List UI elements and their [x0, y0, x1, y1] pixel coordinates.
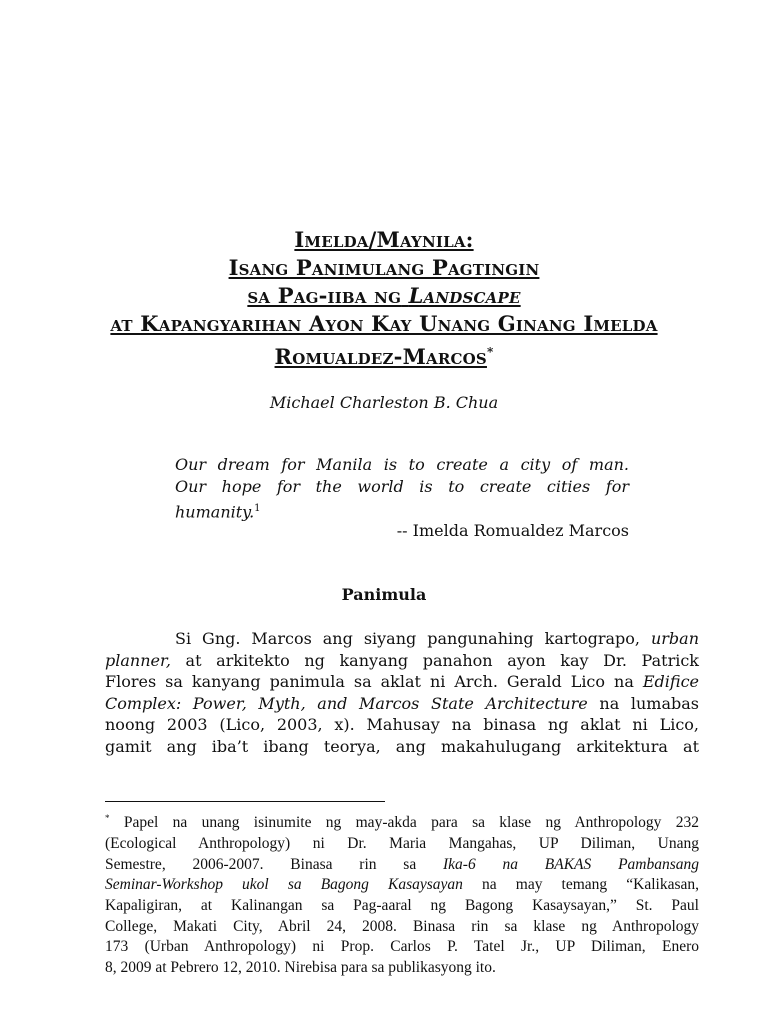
footnote-italic-3: Ika-6 na BAKAS Pambansang [443, 855, 700, 873]
body-text-1a: Si Gng. Marcos ang siyang pangunahing kartograpo, [175, 629, 640, 648]
footnote-line-1 [105, 808, 699, 834]
author-name: Michael Charleston B. Chua [269, 393, 499, 412]
body-italic-3: Edifice [642, 672, 700, 691]
epigraph-text-3: humanity. [175, 502, 255, 522]
title-italic-landscape: Landscape [408, 283, 521, 308]
footnote-divider [105, 801, 385, 802]
title-line-4 [60, 310, 708, 338]
epigraph-line-1: Our dream for Manila is to create a city of man. [175, 455, 629, 474]
body-text-2b: at arkitekto ng kanyang panahon ayon kay Dr. Patrick [185, 650, 699, 670]
body-line-1 [105, 628, 699, 650]
footnote-line-5: Kapaligiran, at Kalinangan sa Pag-aaral ng Bagong Kasaysayan,” St. Paul [105, 896, 699, 914]
footnote-line-7: 173 (Urban Anthropology) ni Prop. Carlos P. Tatel Jr., UP Diliman, Enero [105, 938, 699, 956]
title-text-1: Imelda/Maynila: [294, 227, 474, 252]
title-text-3: sa Pag-iiba ng [247, 283, 402, 308]
epigraph-line-2: Our hope for the world is to create cities for [175, 477, 629, 496]
footnote-text-3a: Semestre, 2006-2007. Binasa rin sa [105, 855, 417, 873]
body-italic-1b: urban [650, 629, 699, 648]
footnote-line-4 [105, 875, 699, 896]
title-line-3 [60, 282, 708, 310]
body-text-3: Flores sa kanyang panimula sa aklat ni Arch. Gerald Lico na [105, 672, 634, 691]
footnote-text-4b: na may temang “Kalikasan, [482, 876, 700, 894]
footnote-marker: * [105, 813, 110, 823]
title-text-4: at Kapangyarihan Ayon Kay Unang Ginang Imelda [110, 311, 658, 336]
title-line-2 [60, 254, 708, 282]
body-line-3 [105, 671, 699, 693]
title-footnote-marker[interactable]: * [486, 345, 494, 359]
title-line-1 [60, 226, 708, 254]
epigraph-quote [175, 454, 629, 523]
paper-title [60, 226, 708, 371]
body-line-2 [105, 650, 699, 672]
section-heading: Panimula [341, 585, 427, 604]
footnote [105, 808, 699, 979]
body-italic-4: Complex: Power, Myth, and Marcos State Architecture [105, 693, 588, 713]
footnote-line-8: 8, 2009 at Pebrero 12, 2010. Nirebisa para sa publikasyong ito. [105, 959, 496, 977]
body-text-4b: na lumabas [599, 693, 699, 713]
body-line-6: gamit ang iba’t ibang teorya, ang makahulugang arkitektura at [105, 736, 699, 756]
body-line-4 [105, 693, 699, 715]
title-line-5 [60, 338, 708, 371]
footnote-line-2: (Ecological Anthropology) ni Dr. Maria Mangahas, UP Diliman, Unang [105, 834, 699, 852]
footnote-italic-4: Seminar-Workshop ukol sa Bagong Kasaysayan [105, 876, 463, 894]
body-line-5: noong 2003 (Lico, 2003, x). Mahusay na binasa ng aklat ni Lico, [105, 715, 699, 734]
epigraph-line-3 [175, 498, 629, 523]
body-paragraph [105, 628, 699, 757]
epigraph-attribution: -- Imelda Romualdez Marcos [396, 521, 629, 540]
footnote-line-3 [105, 855, 699, 876]
footnote-line-6: College, Makati City, Abril 24, 2008. Binasa rin sa klase ng Anthropology [105, 917, 699, 935]
title-text-2: Isang Panimulang Pagtingin [228, 255, 540, 280]
footnote-text-1: Papel na unang isinumite ng may-akda para sa klase ng Anthropology 232 [123, 814, 700, 832]
epigraph-note-ref[interactable]: 1 [254, 503, 261, 514]
title-text-5: Romualdez-Marcos [274, 344, 487, 369]
body-italic-2a: planner, [105, 650, 171, 670]
